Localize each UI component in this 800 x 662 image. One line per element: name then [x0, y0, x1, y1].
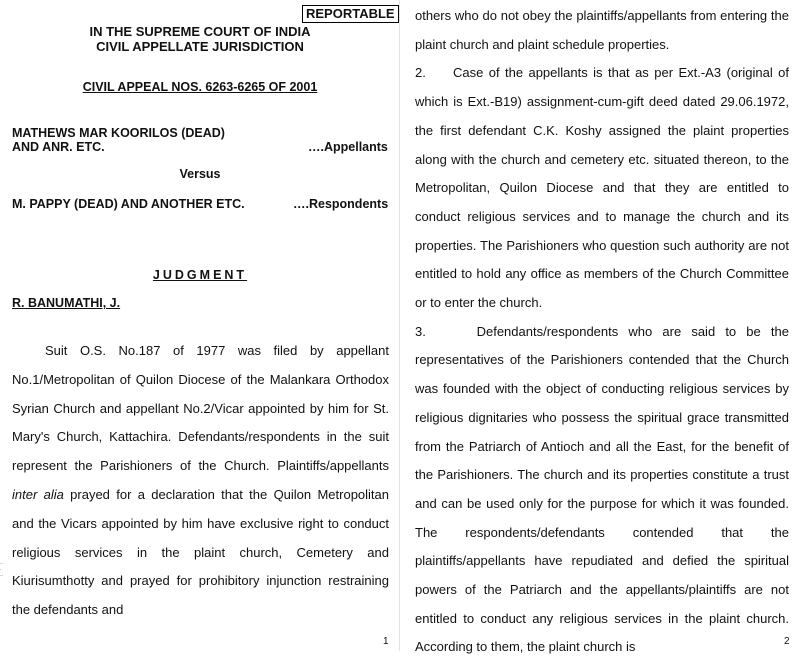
judgment-heading: JUDGMENT: [152, 268, 248, 282]
paragraph-1-text-a: Suit O.S. No.187 of 1977 was filed by appellant No.1/Metropolitan of Quilon Diocese of the Malankara Orthodox Syrian Church and appellant No.2/Vicar appointed by him for St. Mary's Church, Kattachira. Defendants/respondents in the suit represent the Parishioners of the Church. Plaintiffs/appellants: [12, 343, 389, 474]
versus-label: Versus: [179, 167, 221, 181]
judge-name: R. BANUMATHI, J.: [12, 296, 121, 310]
appellant-name-line2: AND ANR. ETC.: [12, 140, 105, 154]
respondent-name: M. PAPPY (DEAD) AND ANOTHER ETC.: [12, 197, 245, 211]
jurisdiction: CIVIL APPELLATE JURISDICTION: [96, 39, 304, 54]
continued-paragraph: others who do not obey the plaintiffs/appellants from entering the plaint church and plaint schedule properties.: [415, 8, 789, 52]
court-name: IN THE SUPREME COURT OF INDIA: [89, 24, 311, 39]
page-number-2: 2: [784, 636, 790, 647]
respondent-role: ….Respondents: [293, 197, 389, 211]
page-2-text: [415, 2, 789, 662]
reportable-label: REPORTABLE: [302, 5, 399, 23]
paragraph-1: [12, 337, 389, 625]
page-number-1: 1: [383, 636, 389, 647]
appellant-name-line1: MATHEWS MAR KOORILOS (DEAD): [12, 126, 225, 140]
appeal-number: CIVIL APPEAL NOS. 6263-6265 OF 2001: [82, 80, 318, 94]
appellant-role: ….Appellants: [308, 140, 388, 154]
paragraph-1-italic: inter alia: [12, 486, 64, 502]
paragraph-1-text-b: prayed for a declaration that the Quilon Metropolitan and the Vicars appointed by him have exclusive right to conduct religious services in the plaint church, Cemetery and Kiurisumthotty and prayed for prohibitory injunction restraining the defendants and: [12, 486, 389, 618]
margin-mark-icon: ·· · ··: [0, 561, 4, 579]
document-page-1: [0, 0, 400, 651]
paragraph-2: 2. Case of the appellants is that as per Ext.-A3 (original of which is Ext.-B19) assignment-cum-gift deed dated 29.06.1972, the first defendant C.K. Koshy assigned the plaint properties along with the church and cemetery etc. situated thereon, to the Metropolitan, Quilon Diocese and that they are entitled to conduct religious services and to manage the church and its properties. The Parishioners who question such authority are not entitled to hold any office as members of the Church Committee or to enter the church.: [415, 65, 789, 311]
paragraph-3: 3. Defendants/respondents who are said to be the representatives of the Parishioners contended that the Church was founded with the object of conducting religious services by religious dignitaries who possess the spiritual grace transmitted from the Patriarch of Antioch and all the East, for the benefit of the Parishioners. The church and its properties constitute a trust and can be used only for the purpose for which it was founded. The respondents/defendants contended that the plaintiffs/appellants have repudiated and defied the spiritual powers of the Patriarch and the appellants/plaintiffs are not entitled to conduct any religious services in the plaint church. According to them, the plaint church is: [415, 323, 789, 655]
